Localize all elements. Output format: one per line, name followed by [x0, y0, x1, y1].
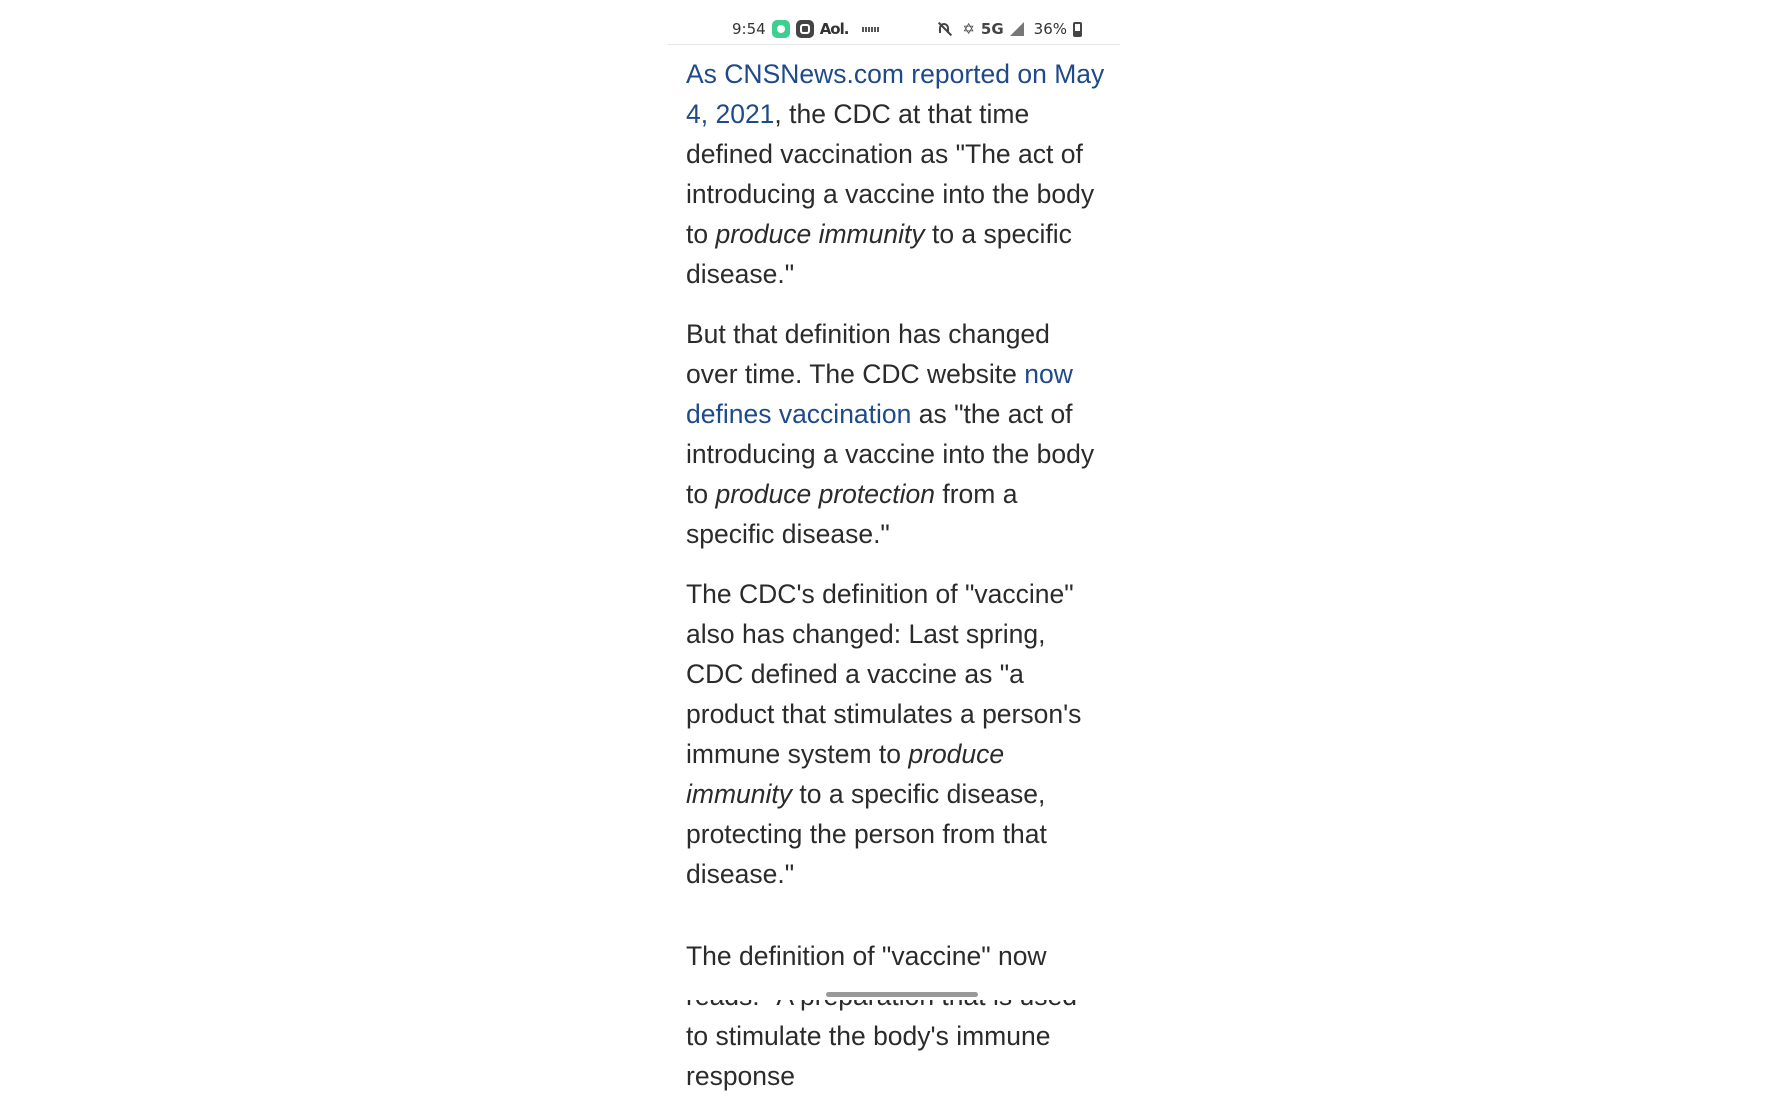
paragraph-4 — [686, 936, 1106, 1096]
status-bar — [668, 0, 1120, 45]
paragraph-2-emphasis: produce protection — [715, 479, 935, 509]
battery-icon — [1073, 22, 1082, 37]
paragraph-2 — [686, 314, 1106, 554]
aol-icon: Aol. — [819, 20, 849, 38]
mute-icon — [936, 21, 952, 37]
paragraph-1 — [686, 54, 1106, 294]
cnsnews-link[interactable]: As CNSNews.com reported on May 4, 2021 — [686, 59, 1105, 129]
article-body[interactable] — [686, 54, 1106, 1091]
paragraph-4-text: The definition of "vaccine" now to stimulate the body's immune response — [686, 941, 1051, 1091]
paragraph-2-text-c: from a specific disease." — [686, 479, 1018, 549]
paragraph-1-emphasis: produce immunity — [715, 219, 925, 249]
bluetooth-icon: ✡ — [962, 20, 975, 38]
dark-app-icon — [796, 20, 814, 38]
paragraph-3-emphasis: produce immunity — [686, 739, 1005, 809]
mini-logo-icon — [862, 27, 880, 32]
status-left — [732, 18, 880, 40]
signal-icon — [1010, 22, 1024, 36]
paragraph-1-text-a: , the CDC at that time defined vaccination as "The act of introducing a vaccine into the body to — [686, 99, 1095, 249]
battery-percent: 36% — [1033, 20, 1067, 38]
home-indicator[interactable] — [826, 992, 978, 997]
status-right — [936, 18, 1082, 40]
network-type: 5G — [980, 20, 1004, 38]
paragraph-3 — [686, 574, 1106, 894]
status-time: 9:54 — [732, 20, 766, 38]
paragraph-2-text-a: But that definition has changed over time. The CDC website — [686, 319, 1050, 389]
paragraph-1-text-b: to a specific disease." — [686, 219, 1072, 289]
paragraph-3-text-a: The CDC's definition of "vaccine" also has changed: Last spring, CDC defined a vaccine as "a product that stimulates a person's immune system to — [686, 579, 1082, 769]
green-app-icon — [772, 20, 790, 38]
defines-vaccination-link[interactable]: now defines vaccination — [686, 359, 1073, 429]
phone-screen — [668, 0, 1120, 1091]
paragraph-2-text-b: as "the act of introducing a vaccine into the body to — [686, 399, 1095, 509]
paragraph-3-text-b: to a specific disease, protecting the person from that disease." — [686, 779, 1047, 889]
